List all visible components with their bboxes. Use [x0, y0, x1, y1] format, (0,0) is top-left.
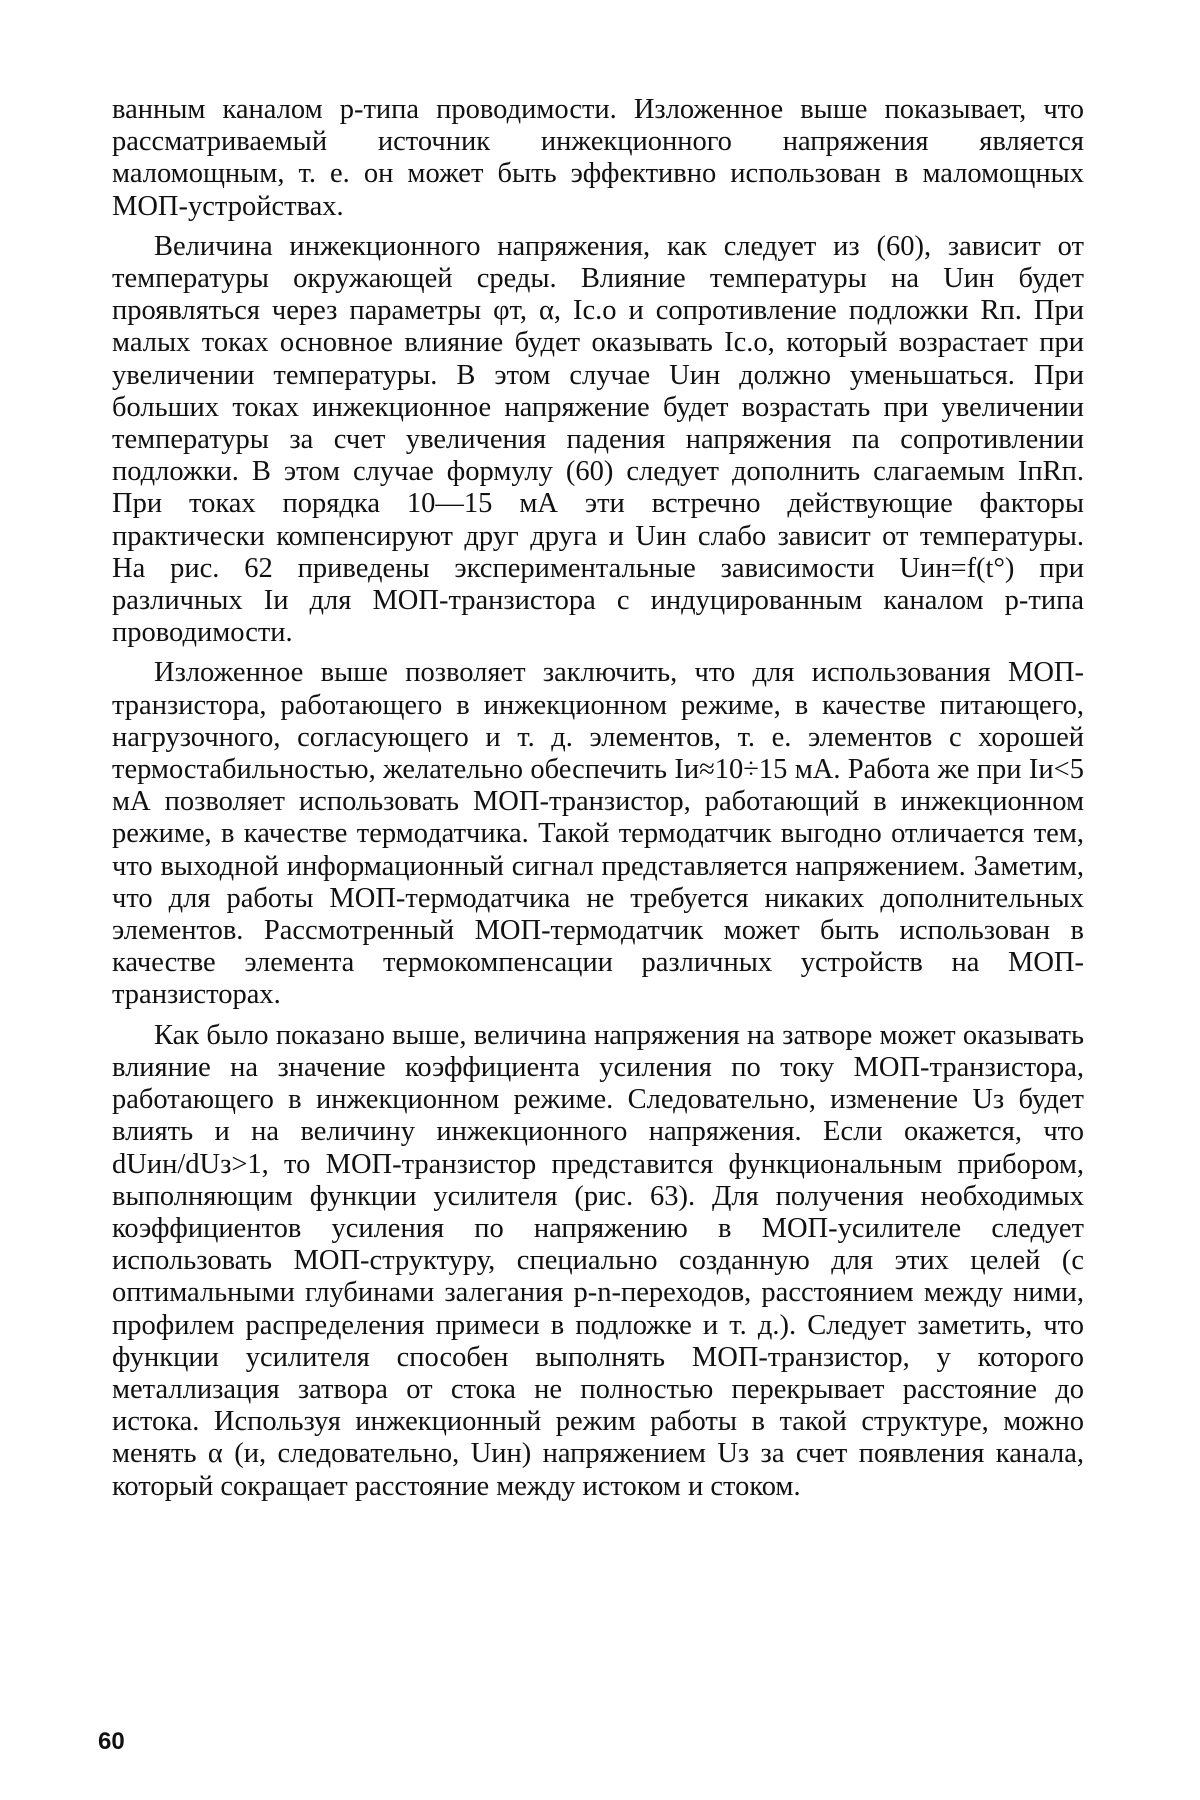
page-number: 60: [98, 1728, 125, 1755]
paragraph-4: Как было показано выше, величина напряжения на затворе может оказывать влияние на значение коэффициента усиления по току МОП-транзистора, работающего в инжекционном режиме. Следовательно, изменение Uз будет влиять и на величину инжекционного напряжения. Если окажется, что dUин/dUз>1, то МОП-транзистор представится функциональным прибором, выполняющим функции усилителя (рис. 63). Для получения необходимых коэффициентов усиления по напряжению в МОП-усилителе следует использовать МОП-структуру, специально созданную для этих целей (с оптимальными глубинами залегания p-n-переходов, расстоянием между ними, профилем распределения примеси в подложке и т. д.). Следует заметить, что функции усилителя способен выполнять МОП-транзистор, у которого металлизация затвора от стока не полностью перекрывает расстояние до истока. Используя инжекционный режим работы в такой структуре, можно менять α (и, следовательно, Uин) напряжением Uз за счет появления канала, который сокращает расстояние между истоком и стоком.: [112, 1019, 1084, 1502]
paragraph-3: Изложенное выше позволяет заключить, что для использования МОП-транзистора, работающего в инжекционном режиме, в качестве питающего, нагрузочного, согласующего и т. д. элементов, т. е. элементов с хорошей термостабильностью, желательно обеспечить Iи≈10÷15 мА. Работа же при Iи<5 мА позволяет использовать МОП-транзистор, работающий в инжекционном режиме, в качестве термодатчика. Такой термодатчик выгодно отличается тем, что выходной информационный сигнал представляется напряжением. Заметим, что для работы МОП-термодатчика не требуется никаких дополнительных элементов. Рассмотренный МОП-термодатчик может быть использован в качестве элемента термокомпенсации различных устройств на МОП-транзисторах.: [112, 657, 1084, 1011]
paragraph-2: Величина инжекционного напряжения, как следует из (60), зависит от температуры окружающей среды. Влияние температуры на Uин будет проявляться через параметры φт, α, Iс.о и сопротивление подложки Rп. При малых токах основное влияние будет оказывать Iс.о, который возрастает при увеличении температуры. В этом случае Uин должно уменьшаться. При больших токах инжекционное напряжение будет возрастать при увеличении температуры за счет увеличения падения напряжения па сопротивлении подложки. В этом случае формулу (60) следует дополнить слагаемым IпRп. При токах порядка 10—15 мА эти встречно действующие факторы практически компенсируют друг друга и Uин слабо зависит от температуры. На рис. 62 приведены экспериментальные зависимости Uин=f(t°) при различных Iи для МОП-транзистора с индуцированным каналом p-типа проводимости.: [112, 230, 1084, 649]
body-text: [112, 94, 1084, 1511]
paragraph-1: ванным каналом p-типа проводимости. Изложенное выше показывает, что рассматриваемый источник инжекционного напряжения является маломощным, т. е. он может быть эффективно использован в маломощных МОП-устройствах.: [112, 94, 1084, 222]
